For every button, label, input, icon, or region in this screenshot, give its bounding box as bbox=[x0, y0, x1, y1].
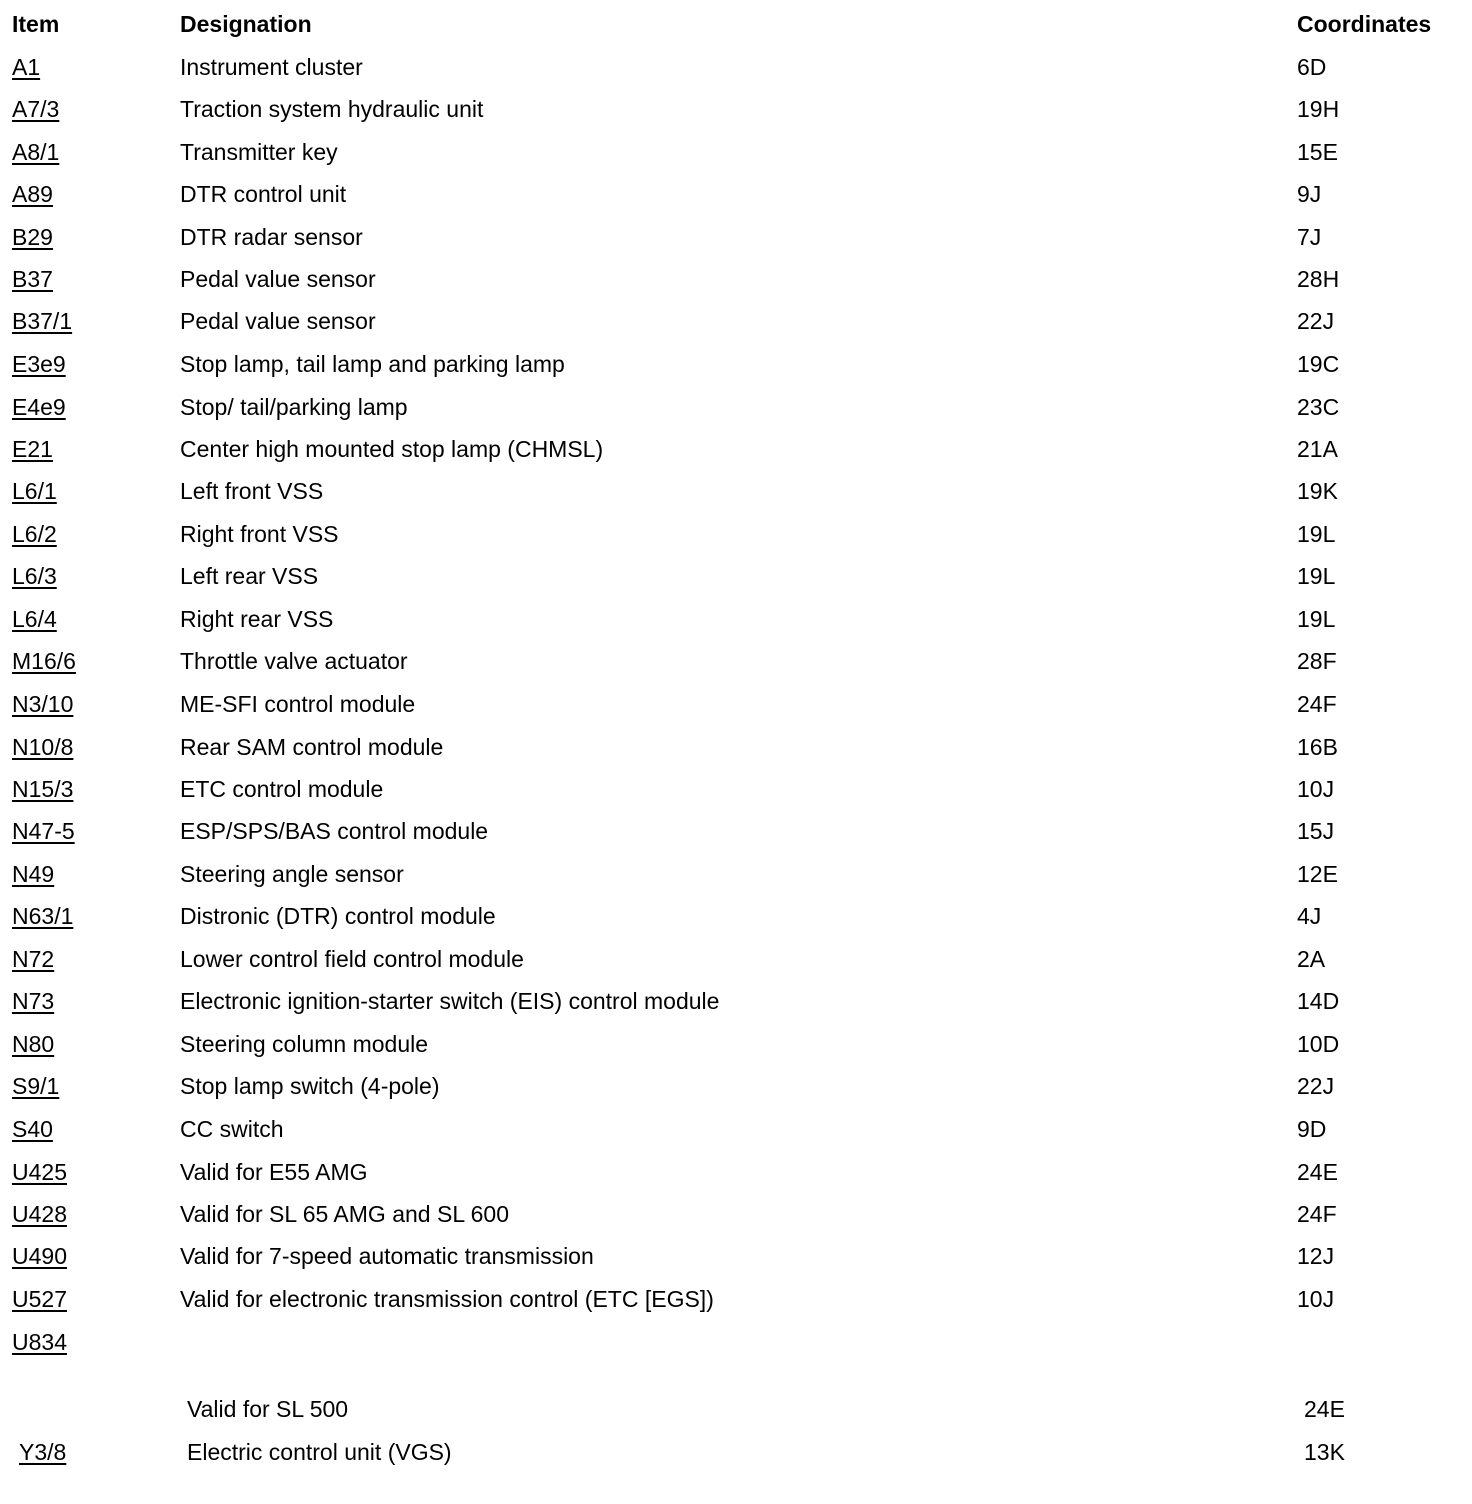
table-row bbox=[0, 1023, 1472, 1065]
table-row bbox=[0, 726, 1472, 768]
item-link[interactable]: N47-5 bbox=[12, 818, 75, 844]
table-row bbox=[0, 216, 1472, 258]
table-header bbox=[0, 3, 1472, 45]
header-coordinates: Coordinates bbox=[1297, 11, 1432, 37]
designation: Left rear VSS bbox=[180, 563, 319, 589]
table-row bbox=[0, 1388, 1472, 1430]
table-row bbox=[0, 555, 1472, 597]
designation: Valid for E55 AMG bbox=[180, 1159, 368, 1185]
designation: Pedal value sensor bbox=[180, 266, 376, 292]
designation: Distronic (DTR) control module bbox=[180, 903, 496, 929]
item-link[interactable]: L6/1 bbox=[12, 478, 57, 504]
item-link[interactable]: A7/3 bbox=[12, 96, 60, 122]
coordinates: 12E bbox=[1297, 861, 1338, 887]
designation: Stop lamp switch (4-pole) bbox=[180, 1073, 440, 1099]
item-link[interactable]: A1 bbox=[12, 54, 41, 80]
designation: Instrument cluster bbox=[180, 54, 363, 80]
designation: Stop lamp, tail lamp and parking lamp bbox=[180, 351, 565, 377]
coordinates: 10D bbox=[1297, 1031, 1340, 1057]
coordinates: 19H bbox=[1297, 96, 1340, 122]
item-link[interactable]: E21 bbox=[12, 436, 53, 462]
designation: ETC control module bbox=[180, 776, 384, 802]
table-row bbox=[0, 598, 1472, 640]
table-row bbox=[0, 300, 1472, 342]
table-row bbox=[0, 938, 1472, 980]
table-row bbox=[0, 640, 1472, 682]
coordinates: 19C bbox=[1297, 351, 1340, 377]
table-row bbox=[0, 1278, 1472, 1320]
coordinates: 2A bbox=[1297, 946, 1326, 972]
coordinates: 21A bbox=[1297, 436, 1338, 462]
item-link[interactable]: B29 bbox=[12, 224, 53, 250]
designation: Lower control field control module bbox=[180, 946, 524, 972]
coordinates: 12J bbox=[1297, 1243, 1335, 1269]
designation: ESP/SPS/BAS control module bbox=[180, 818, 489, 844]
item-link[interactable]: U428 bbox=[12, 1201, 67, 1227]
coordinates: 10J bbox=[1297, 776, 1335, 802]
item-link[interactable]: M16/6 bbox=[12, 648, 76, 674]
designation: Valid for SL 500 bbox=[187, 1396, 349, 1422]
designation: Rear SAM control module bbox=[180, 734, 444, 760]
coordinates: 9D bbox=[1297, 1116, 1327, 1142]
table-row bbox=[0, 895, 1472, 937]
item-link[interactable]: N49 bbox=[12, 861, 55, 887]
table-row bbox=[0, 1108, 1472, 1150]
coordinates: 7J bbox=[1297, 224, 1322, 250]
header-item: Item bbox=[12, 11, 60, 37]
designation: Valid for electronic transmission control (ETC [EGS]) bbox=[180, 1286, 714, 1312]
coordinates: 10J bbox=[1297, 1286, 1335, 1312]
coordinates: 19L bbox=[1297, 606, 1336, 632]
item-link[interactable]: S9/1 bbox=[12, 1073, 60, 1099]
coordinates: 19L bbox=[1297, 563, 1336, 589]
item-link[interactable]: L6/3 bbox=[12, 563, 57, 589]
designation: Throttle valve actuator bbox=[180, 648, 408, 674]
item-link[interactable]: Y3/8 bbox=[19, 1439, 67, 1465]
designation: Steering column module bbox=[180, 1031, 429, 1057]
table-row bbox=[0, 343, 1472, 385]
item-link[interactable]: N72 bbox=[12, 946, 55, 972]
coordinates: 15E bbox=[1297, 139, 1338, 165]
table-row bbox=[0, 1431, 1472, 1473]
designation: Right front VSS bbox=[180, 521, 339, 547]
table-row bbox=[0, 428, 1472, 470]
coordinates: 14D bbox=[1297, 988, 1340, 1014]
designation: Center high mounted stop lamp (CHMSL) bbox=[180, 436, 604, 462]
coordinates: 24E bbox=[1297, 1159, 1338, 1185]
item-link[interactable]: A89 bbox=[12, 181, 53, 207]
designation: Stop/ tail/parking lamp bbox=[180, 394, 408, 420]
coordinates: 15J bbox=[1297, 818, 1335, 844]
header-designation: Designation bbox=[180, 11, 312, 37]
designation: Transmitter key bbox=[180, 139, 338, 165]
table-row bbox=[0, 1321, 1472, 1363]
table-row bbox=[0, 513, 1472, 555]
coordinates: 23C bbox=[1297, 394, 1340, 420]
item-link[interactable]: U490 bbox=[12, 1243, 67, 1269]
table-row bbox=[0, 1193, 1472, 1235]
coordinates: 19K bbox=[1297, 478, 1338, 504]
item-link[interactable]: E3e9 bbox=[12, 351, 66, 377]
item-link[interactable]: S40 bbox=[12, 1116, 53, 1142]
table-row bbox=[0, 1235, 1472, 1277]
designation: Left front VSS bbox=[180, 478, 324, 504]
table-row bbox=[0, 1151, 1472, 1193]
item-link[interactable]: L6/2 bbox=[12, 521, 57, 547]
item-link[interactable]: N63/1 bbox=[12, 903, 74, 929]
designation: Electric control unit (VGS) bbox=[187, 1439, 452, 1465]
table-row bbox=[0, 173, 1472, 215]
table-row bbox=[0, 386, 1472, 428]
coordinates: 19L bbox=[1297, 521, 1336, 547]
coordinates: 28F bbox=[1297, 648, 1337, 674]
item-link[interactable]: N80 bbox=[12, 1031, 55, 1057]
coordinates: 24F bbox=[1297, 691, 1337, 717]
item-link[interactable]: B37 bbox=[12, 266, 53, 292]
coordinates: 9J bbox=[1297, 181, 1322, 207]
designation: Electronic ignition-starter switch (EIS) control module bbox=[180, 988, 720, 1014]
designation: Traction system hydraulic unit bbox=[180, 96, 484, 122]
table-row bbox=[0, 46, 1472, 88]
item-link[interactable]: U527 bbox=[12, 1286, 67, 1312]
table-row bbox=[0, 980, 1472, 1022]
item-link[interactable]: L6/4 bbox=[12, 606, 57, 632]
designation: Pedal value sensor bbox=[180, 308, 376, 334]
item-link[interactable]: N15/3 bbox=[12, 776, 74, 802]
item-link[interactable]: N10/8 bbox=[12, 734, 74, 760]
coordinates: 24F bbox=[1297, 1201, 1337, 1227]
table-row bbox=[0, 470, 1472, 512]
table-row bbox=[0, 1065, 1472, 1107]
designation: DTR control unit bbox=[180, 181, 347, 207]
designation: CC switch bbox=[180, 1116, 284, 1142]
item-link[interactable]: U834 bbox=[12, 1329, 67, 1355]
coordinates: 24E bbox=[1304, 1396, 1345, 1422]
table-row bbox=[0, 88, 1472, 130]
coordinates: 16B bbox=[1297, 734, 1338, 760]
coordinates: 22J bbox=[1297, 1073, 1335, 1099]
designation: Steering angle sensor bbox=[180, 861, 404, 887]
item-link[interactable]: N3/10 bbox=[12, 691, 74, 717]
coordinates: 13K bbox=[1304, 1439, 1345, 1465]
designation: Valid for SL 65 AMG and SL 600 bbox=[180, 1201, 510, 1227]
item-link[interactable]: N73 bbox=[12, 988, 55, 1014]
table-row bbox=[0, 810, 1472, 852]
coordinates: 28H bbox=[1297, 266, 1340, 292]
designation: Right rear VSS bbox=[180, 606, 334, 632]
table-row bbox=[0, 258, 1472, 300]
table-row bbox=[0, 131, 1472, 173]
table-row bbox=[0, 683, 1472, 725]
coordinates: 4J bbox=[1297, 903, 1322, 929]
item-link[interactable]: E4e9 bbox=[12, 394, 66, 420]
item-link[interactable]: B37/1 bbox=[12, 308, 73, 334]
coordinates: 6D bbox=[1297, 54, 1327, 80]
designation: Valid for 7-speed automatic transmission bbox=[180, 1243, 594, 1269]
coordinates: 22J bbox=[1297, 308, 1335, 334]
item-link[interactable]: A8/1 bbox=[12, 139, 60, 165]
designation: DTR radar sensor bbox=[180, 224, 363, 250]
designation: ME-SFI control module bbox=[180, 691, 416, 717]
item-link[interactable]: U425 bbox=[12, 1159, 67, 1185]
table-row bbox=[0, 853, 1472, 895]
table-row bbox=[0, 768, 1472, 810]
